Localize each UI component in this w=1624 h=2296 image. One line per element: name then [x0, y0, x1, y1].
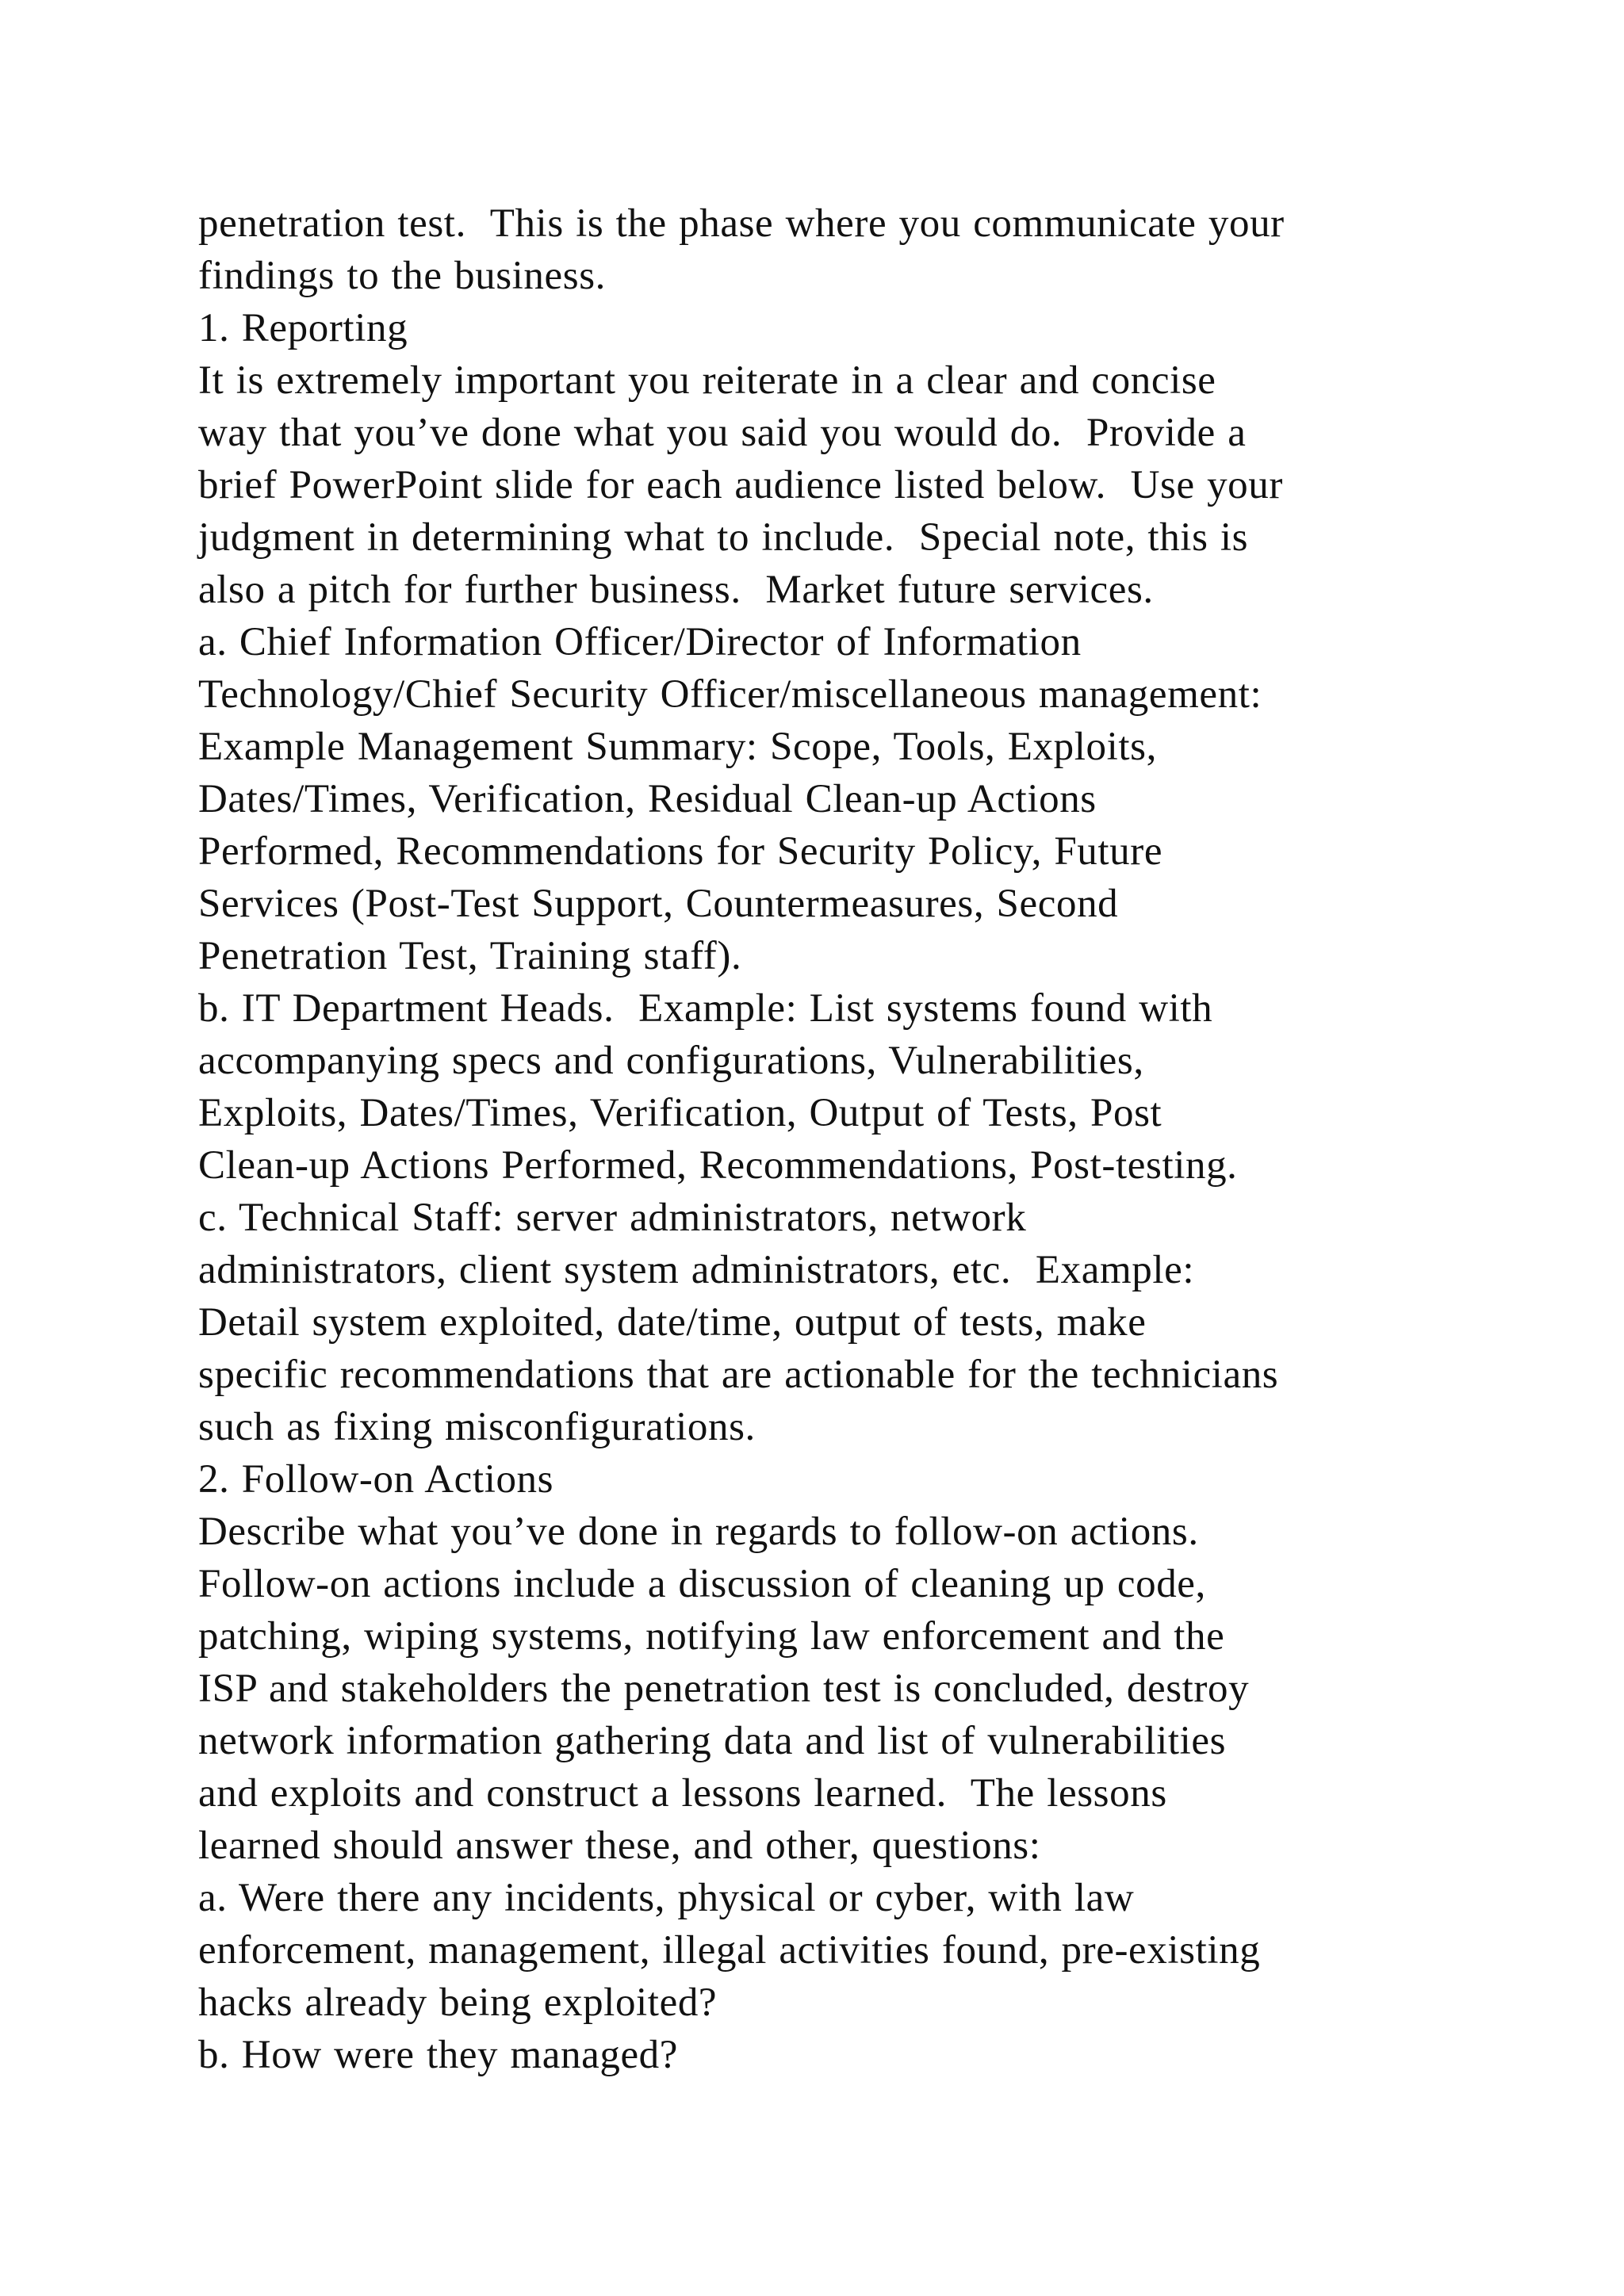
- text-line: Performed, Recommendations for Security Policy, Future: [198, 829, 1163, 874]
- question-item-a: a. Were there any incidents, physical or cyber, with law: [198, 1876, 1135, 1920]
- text-line: and exploits and construct a lessons learned. The lessons: [198, 1771, 1167, 1816]
- text-line: Penetration Test, Training staff).: [198, 934, 742, 978]
- list-item-a: a. Chief Information Officer/Director of Information: [198, 620, 1082, 664]
- list-item-b: b. IT Department Heads. Example: List systems found with: [198, 986, 1213, 1031]
- text-line: judgment in determining what to include. Special note, this is: [198, 515, 1249, 560]
- text-line: penetration test. This is the phase where you communicate your: [198, 201, 1285, 246]
- text-line: findings to the business.: [198, 254, 606, 298]
- text-line: It is extremely important you reiterate in a clear and concise: [198, 358, 1216, 403]
- text-line: Detail system exploited, date/time, output of tests, make: [198, 1300, 1147, 1345]
- text-line: specific recommendations that are actionable for the technicians: [198, 1353, 1279, 1397]
- text-line: Dates/Times, Verification, Residual Clean-up Actions: [198, 777, 1097, 821]
- text-line: network information gathering data and list of vulnerabilities: [198, 1719, 1227, 1763]
- list-item-c: c. Technical Staff: server administrators, network: [198, 1196, 1027, 1240]
- text-line: Services (Post-Test Support, Countermeasures, Second: [198, 882, 1119, 926]
- text-line: such as fixing misconfigurations.: [198, 1405, 756, 1449]
- section-heading-reporting: 1. Reporting: [198, 306, 408, 350]
- text-line: hacks already being exploited?: [198, 1980, 718, 2025]
- document-body: [198, 197, 1483, 2081]
- text-line: administrators, client system administrators, etc. Example:: [198, 1248, 1195, 1292]
- text-line: learned should answer these, and other, questions:: [198, 1823, 1041, 1868]
- text-line: ISP and stakeholders the penetration test is concluded, destroy: [198, 1667, 1250, 1711]
- text-line: way that you’ve done what you said you would do. Provide a: [198, 411, 1247, 455]
- text-line: Follow-on actions include a discussion of cleaning up code,: [198, 1562, 1206, 1606]
- text-line: Example Management Summary: Scope, Tools, Exploits,: [198, 725, 1157, 769]
- text-line: Technology/Chief Security Officer/miscellaneous management:: [198, 672, 1262, 717]
- text-line: enforcement, management, illegal activities found, pre-existing: [198, 1928, 1261, 1973]
- text-line: patching, wiping systems, notifying law enforcement and the: [198, 1614, 1225, 1659]
- text-line: Clean-up Actions Performed, Recommendations, Post-testing.: [198, 1143, 1238, 1188]
- text-line: Exploits, Dates/Times, Verification, Output of Tests, Post: [198, 1091, 1162, 1135]
- question-item-b: b. How were they managed?: [198, 2033, 679, 2077]
- section-heading-follow-on-actions: 2. Follow-on Actions: [198, 1457, 554, 1502]
- text-line: Describe what you’ve done in regards to follow-on actions.: [198, 1510, 1199, 1554]
- text-line: also a pitch for further business. Market future services.: [198, 568, 1154, 612]
- text-line: brief PowerPoint slide for each audience listed below. Use your: [198, 463, 1283, 507]
- text-line: accompanying specs and configurations, Vulnerabilities,: [198, 1039, 1144, 1083]
